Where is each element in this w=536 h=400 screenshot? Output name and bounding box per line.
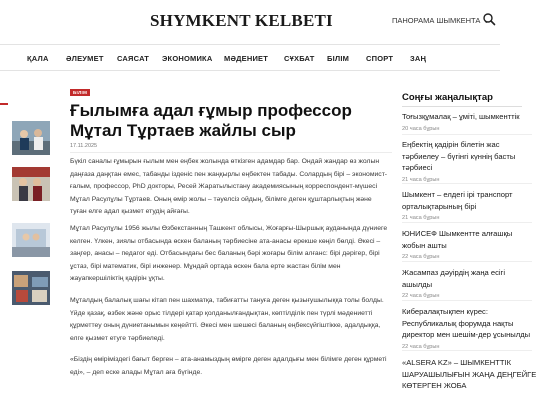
article-paragraph: «Біздің өміріміздегі бағыт берген – ата-анамыздың өмірге деген адалдығы мен білімге деген құрметі еді», – деп еске алады Мұтал аға бүгінде.	[70, 356, 387, 376]
news-headline: ашылды	[402, 279, 433, 289]
news-headline: жобын ашты	[402, 240, 447, 250]
region-selector[interactable]	[392, 16, 489, 25]
photo-icon	[12, 167, 50, 201]
news-thumbnail[interactable]	[12, 271, 50, 305]
news-timestamp: 22 часа бұрын	[402, 293, 440, 299]
news-list-item[interactable]	[402, 189, 532, 221]
news-list-item[interactable]	[402, 267, 532, 299]
left-news-column	[0, 71, 60, 400]
nav-item-zan[interactable]: ЗАҢ	[410, 54, 427, 63]
article-date: 17.11.2025	[70, 143, 98, 149]
news-headline: «ALSERA KZ» – ШЫМКЕНТТІК	[402, 358, 512, 367]
section-accent-bar	[0, 103, 8, 105]
nav-item-sport[interactable]: СПОРТ	[366, 54, 394, 63]
divider	[402, 106, 522, 107]
news-headline: ЮНИСЕФ Шымкентте алғашқы	[402, 229, 513, 238]
nav-item-aleumet[interactable]: ӘЛЕУМЕТ	[66, 54, 104, 63]
nav-item-ekonomika[interactable]: ЭКОНОМИКА	[162, 54, 213, 63]
news-headline: Шымкент – елдегі ірі транспорт	[402, 190, 513, 199]
nav-item-sayasat[interactable]: САЯСАТ	[117, 54, 150, 63]
news-headline: Кибералақтықпен күрес:	[402, 307, 488, 316]
photo-icon	[12, 121, 50, 155]
news-headline: Еңбектің қадірін білетін жас	[402, 140, 500, 149]
photo-icon	[12, 271, 50, 305]
news-timestamp: 22 часа бұрын	[402, 343, 440, 350]
news-headline: тәрбиесі	[402, 163, 433, 172]
news-thumbnail[interactable]	[12, 223, 50, 257]
news-list-item[interactable]	[402, 111, 532, 132]
category-badge[interactable]: БІЛІМ	[70, 89, 90, 96]
news-timestamp: 21 часа бұрын	[402, 176, 440, 183]
region-label: ПАНОРАМА ШЫМКЕНТА	[392, 16, 481, 25]
nav-item-madeniet[interactable]: МӘДЕНИЕТ	[224, 54, 269, 63]
divider	[402, 261, 532, 262]
news-thumbnail[interactable]	[12, 167, 50, 201]
news-headline: ШАРУАШЫЛЫҒЫН ЖАҢА ДЕҢГЕЙГЕ	[402, 369, 536, 379]
news-timestamp: 21 часа бұрын	[402, 215, 440, 221]
divider	[402, 350, 532, 351]
news-headline: Республикалық форумда нақты	[402, 318, 514, 328]
news-headline: тәрбиелеу – бүгінгі күннің басты	[402, 151, 516, 161]
article-title: Ғылымға адал ғұмыр профессор Мұтал Тұртаев жайлы сыр	[70, 101, 352, 140]
main-nav	[0, 44, 500, 71]
news-headline: Жасампаз дәуірдің жаңа есігі	[402, 268, 506, 277]
divider	[402, 183, 532, 184]
sidebar-title: Соңғы жаңалықтар	[402, 92, 493, 103]
photo-icon	[12, 223, 50, 257]
search-icon[interactable]	[482, 12, 496, 26]
article-paragraph: Мұтал Расулұлы 1956 жылы Өзбекстанның Ташкент облысы, Жоғарғы-Шыршық ауданында дүниеге келген. Үлкен, зиялы отбасында өскен баланың тәрбиесіне ата-анасы ерекше көңіл бөлді. Әкесі – заңгер, анасы – педагог еді. Отбасындағы бес баланың бәрі жоғары білім алғанс: бірі дәрігер, бірі ұстаз, бірі математик, бірі инженер. Мұндай ортада өскен бала ерте жастан білім мен жауапкершіліктің қадірін ұқты.	[70, 225, 388, 283]
news-headline: КӨТЕРГЕН ЖОБА	[402, 381, 467, 390]
news-list-item[interactable]	[402, 306, 532, 350]
news-headline: директор мен шешім-дер ұсынылды	[402, 330, 531, 339]
site-logo[interactable]: SHYMKENT KELBETI	[150, 11, 333, 30]
nav-item-qala[interactable]: ҚАЛА	[27, 54, 49, 63]
news-list-item[interactable]	[402, 228, 532, 260]
divider	[402, 222, 532, 223]
news-headline: Тоғызқұмалақ – ұміті, шымкенттік	[402, 112, 520, 121]
nav-item-suhbat[interactable]: СҰХБАТ	[284, 54, 315, 63]
news-thumbnail[interactable]	[12, 121, 50, 155]
nav-item-bilim[interactable]: БІЛІМ	[327, 54, 350, 63]
news-timestamp: 20 часа бұрын	[402, 125, 440, 132]
article-paragraph: Бүкіл саналы ғұмырын ғылым мен еңбек жолында өткізген адамдар бар. Ондай жандар өз жолын даңғаза даңқтан емес, табанды ізденіс пен жаңқырлы еңбектен табады. Солардың бірі – экономист-ғалым, профессор, PhD докторы, Ресей Жаратылыстану академиясының корреспондент-мүшесі Мұтал Расулұлы Тұртаев. Оның өмір жолы – тәуелсіз ойдың, білімге деген құштарлықтың және туған елге адал қызмет етудің айғағы.	[70, 158, 388, 216]
news-timestamp: 22 часа бұрын	[402, 254, 440, 260]
masthead	[0, 0, 500, 44]
news-headline: орталықтарының бірі	[402, 201, 477, 211]
news-list-item[interactable]	[402, 357, 536, 392]
divider	[402, 300, 532, 301]
divider	[402, 134, 532, 135]
article-paragraph: Мұталдың балалық шағы кітап пен шахматқа, табиғатты тануға деген қызығушылыққа толы болды. Үйде қазақ, өзбек және орыс тілдері қатар қолданылғандықтан, көптілділік пен түрлі мәдениетті құрметтеу оның дүниетанымын кеңейтті. Әкесі мен шешесі баланың еңбексүйгіштікке, адалдыққа, елге қызмет етуге тәрбиеледі.	[70, 297, 384, 342]
chevron-down-icon: ⌄	[483, 17, 490, 25]
news-list-item[interactable]	[402, 139, 532, 183]
divider	[70, 152, 392, 153]
latest-news-sidebar	[402, 71, 536, 400]
